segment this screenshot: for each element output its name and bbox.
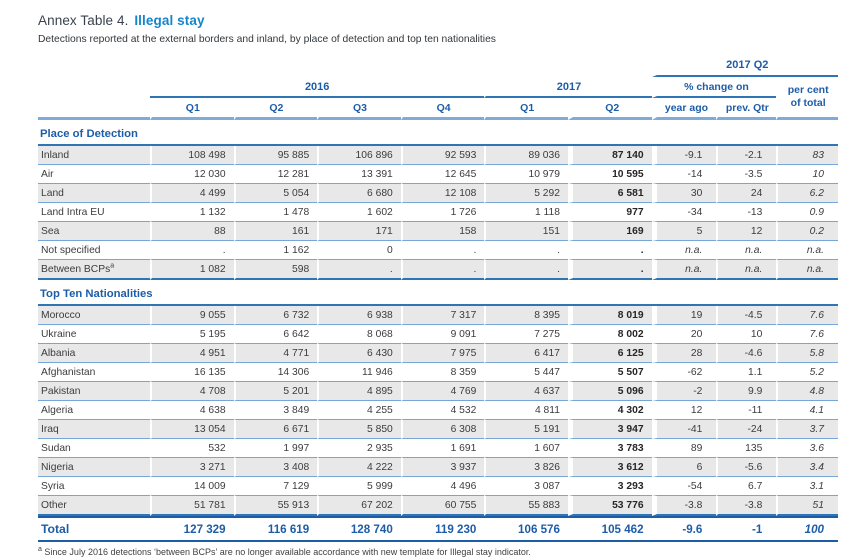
cell-value: -24 [716,420,776,439]
row-label: Nigeria [41,461,74,473]
cell-value: 151 [484,222,568,241]
cell-value: 55 913 [234,496,318,516]
table-title-highlight: Illegal stay [134,13,205,28]
cell-value: -4.6 [716,344,776,363]
cell-value: 108 498 [150,146,234,165]
total-label: Total [38,516,150,542]
cell-value: 3 826 [484,458,568,477]
row-label-cell [38,306,150,325]
cell-value: 1 607 [484,439,568,458]
cell-value: 3.7 [776,420,838,439]
cell-value: 87 140 [568,146,652,165]
header-group-pct-change: % change on [652,77,777,98]
cell-value: 10 979 [484,165,568,184]
row-label: Other [41,499,67,511]
row-label: Morocco [41,309,81,321]
header-year-ago: year ago [652,98,717,120]
cell-value: 3 408 [234,458,318,477]
total-value: 105 462 [568,516,652,542]
total-value: 100 [776,516,838,542]
table-row [38,477,838,496]
cell-value: 6 430 [317,344,401,363]
cell-value: 53 776 [568,496,652,516]
cell-value: 598 [234,260,318,280]
table-row [38,458,838,477]
cell-value: 6.7 [716,477,776,496]
row-label: Sea [41,225,60,237]
cell-value: . [317,260,401,280]
cell-value: 5 [652,222,717,241]
cell-value: 8 395 [484,306,568,325]
cell-value: 8 068 [317,325,401,344]
illegal-stay-table [38,55,838,542]
cell-value: 158 [401,222,485,241]
section-title: Place of Detection [38,120,838,146]
cell-value: 7.6 [776,325,838,344]
cell-value: 6 308 [401,420,485,439]
cell-value: 89 [652,439,717,458]
cell-value: -41 [652,420,717,439]
table-row [38,241,838,260]
cell-value: 4 222 [317,458,401,477]
cell-value: 8 019 [568,306,652,325]
total-value: 116 619 [234,516,318,542]
cell-value: . [484,241,568,260]
cell-value: 5.8 [776,344,838,363]
cell-value: 4 951 [150,344,234,363]
row-label: Between BCPs [41,263,111,275]
cell-value: 7 317 [401,306,485,325]
cell-value: 0.9 [776,203,838,222]
cell-value: 4 771 [234,344,318,363]
cell-value: n.a. [652,241,717,260]
header-q2-2017: Q2 [568,98,652,120]
cell-value: 60 755 [401,496,485,516]
cell-value: 5 999 [317,477,401,496]
cell-value: 3 783 [568,439,652,458]
table-row [38,146,838,165]
table-row [38,420,838,439]
row-label: Ukraine [41,328,77,340]
table-row [38,203,838,222]
row-label: Land [41,187,64,199]
header-q3-2016: Q3 [317,98,401,120]
cell-value: 4 769 [401,382,485,401]
page-subtitle: Detections reported at the external borders and inland, by place of detection and top ten nationalities [38,34,496,45]
page-title [38,13,838,28]
cell-value: 4.8 [776,382,838,401]
table-row [38,306,838,325]
row-label-cell [38,184,150,203]
header-group-2017-q2: 2017 Q2 [652,55,838,77]
cell-value: -9.1 [652,146,717,165]
section-header-row [38,120,838,146]
cell-value: 4 638 [150,401,234,420]
cell-value: 6 [652,458,717,477]
cell-value: 3 087 [484,477,568,496]
cell-value: 171 [317,222,401,241]
cell-value: 51 [776,496,838,516]
cell-value: 6 680 [317,184,401,203]
cell-value: 3.4 [776,458,838,477]
cell-value: 8 002 [568,325,652,344]
cell-value: -3.8 [652,496,717,516]
row-label-footnote-marker: a [110,262,115,270]
cell-value: 12 281 [234,165,318,184]
row-label: Pakistan [41,385,81,397]
header-group-2017: 2017 [484,77,651,98]
cell-value: 977 [568,203,652,222]
cell-value: 12 108 [401,184,485,203]
cell-value: 20 [652,325,717,344]
cell-value: -2.1 [716,146,776,165]
cell-value: 2 935 [317,439,401,458]
cell-value: 1 478 [234,203,318,222]
header-prev-qtr: prev. Qtr [716,98,776,120]
cell-value: 4 499 [150,184,234,203]
cell-value: 3 947 [568,420,652,439]
cell-value: 13 391 [317,165,401,184]
cell-value: -3.8 [716,496,776,516]
table-number: Annex Table 4. [38,13,129,28]
cell-value: 95 885 [234,146,318,165]
row-label: Sudan [41,442,71,454]
header-spacer [150,55,652,77]
cell-value: 6 732 [234,306,318,325]
cell-value: 88 [150,222,234,241]
cell-value: 169 [568,222,652,241]
cell-value: 1 082 [150,260,234,280]
cell-value: n.a. [652,260,717,280]
cell-value: 6 642 [234,325,318,344]
cell-value: 5 054 [234,184,318,203]
cell-value: 6 581 [568,184,652,203]
cell-value: n.a. [776,260,838,280]
cell-value: 9 091 [401,325,485,344]
cell-value: -54 [652,477,717,496]
cell-value: 1 132 [150,203,234,222]
cell-value: 5 195 [150,325,234,344]
cell-value: 30 [652,184,717,203]
table-row [38,165,838,184]
row-label: Land Intra EU [41,206,105,218]
cell-value: 12 [716,222,776,241]
cell-value: 7 975 [401,344,485,363]
cell-value: 1 162 [234,241,318,260]
cell-value: 532 [150,439,234,458]
row-label: Iraq [41,423,59,435]
cell-value: 1 726 [401,203,485,222]
cell-value: 9 055 [150,306,234,325]
cell-value: -2 [652,382,717,401]
cell-value: 67 202 [317,496,401,516]
row-label-cell [38,420,150,439]
cell-value: 16 135 [150,363,234,382]
cell-value: 11 946 [317,363,401,382]
cell-value: -62 [652,363,717,382]
cell-value: 4 811 [484,401,568,420]
row-label-cell [38,477,150,496]
cell-value: 4 532 [401,401,485,420]
cell-value: 9.9 [716,382,776,401]
cell-value: 3 937 [401,458,485,477]
table-row [38,325,838,344]
cell-value: 83 [776,146,838,165]
cell-value: 8 359 [401,363,485,382]
footnote-marker: a [38,546,42,553]
footnote [38,546,838,557]
table-row [38,363,838,382]
cell-value: -11 [716,401,776,420]
cell-value: 3 293 [568,477,652,496]
cell-value: 89 036 [484,146,568,165]
cell-value: 3.6 [776,439,838,458]
total-row [38,516,838,542]
label-column-spacer [38,55,150,120]
cell-value: 5.2 [776,363,838,382]
cell-value: 3.1 [776,477,838,496]
cell-value: 1 602 [317,203,401,222]
cell-value: 19 [652,306,717,325]
cell-value: 14 009 [150,477,234,496]
row-label-cell [38,458,150,477]
cell-value: . [401,260,485,280]
row-label-cell [38,363,150,382]
row-label-cell [38,222,150,241]
cell-value: 5 096 [568,382,652,401]
cell-value: . [150,241,234,260]
cell-value: 12 030 [150,165,234,184]
table-row [38,222,838,241]
cell-value: . [568,241,652,260]
cell-value: 1 691 [401,439,485,458]
cell-value: 6.2 [776,184,838,203]
header-q2-2016: Q2 [234,98,318,120]
row-label: Air [41,168,54,180]
cell-value: 4 895 [317,382,401,401]
cell-value: 5 191 [484,420,568,439]
cell-value: . [484,260,568,280]
table-row [38,382,838,401]
cell-value: 10 [716,325,776,344]
cell-value: 10 [776,165,838,184]
cell-value: 51 781 [150,496,234,516]
cell-value: 55 883 [484,496,568,516]
cell-value: -4.5 [716,306,776,325]
row-label-cell [38,382,150,401]
header-q1-2017: Q1 [484,98,568,120]
cell-value: -13 [716,203,776,222]
row-label-cell [38,260,150,280]
header-group-2016: 2016 [150,77,484,98]
cell-value: 13 054 [150,420,234,439]
cell-value: 1 118 [484,203,568,222]
table-row [38,496,838,516]
cell-value: 4 637 [484,382,568,401]
row-label: Syria [41,480,65,492]
cell-value: 3 849 [234,401,318,420]
header-percent-of-total: per cent of total [776,77,838,120]
cell-value: -5.6 [716,458,776,477]
row-label-cell [38,325,150,344]
total-value: 106 576 [484,516,568,542]
cell-value: 135 [716,439,776,458]
row-label-cell [38,146,150,165]
table-row [38,401,838,420]
row-label: Afghanistan [41,366,96,378]
total-value: 119 230 [401,516,485,542]
cell-value: 6 671 [234,420,318,439]
cell-value: 14 306 [234,363,318,382]
cell-value: 3 271 [150,458,234,477]
cell-value: -34 [652,203,717,222]
header-q1-2016: Q1 [150,98,234,120]
cell-value: n.a. [716,260,776,280]
cell-value: . [401,241,485,260]
cell-value: 28 [652,344,717,363]
cell-value: 6 938 [317,306,401,325]
table-row [38,260,838,280]
cell-value: 4 496 [401,477,485,496]
row-label-cell [38,401,150,420]
cell-value: 5 292 [484,184,568,203]
cell-value: 7 275 [484,325,568,344]
header-q4-2016: Q4 [401,98,485,120]
row-label-cell [38,241,150,260]
section-title: Top Ten Nationalities [38,280,838,306]
cell-value: 4 708 [150,382,234,401]
cell-value: 7.6 [776,306,838,325]
cell-value: 4 302 [568,401,652,420]
cell-value: 92 593 [401,146,485,165]
table-row [38,184,838,203]
cell-value: 24 [716,184,776,203]
cell-value: 6 417 [484,344,568,363]
total-value: 127 329 [150,516,234,542]
cell-value: 12 [652,401,717,420]
cell-value: . [568,260,652,280]
cell-value: 5 507 [568,363,652,382]
cell-value: 1.1 [716,363,776,382]
footnote-text: Since July 2016 detections ‘between BCPs’ are no longer available accordance with new template for Illegal stay indicator. [44,547,531,557]
cell-value: 6 125 [568,344,652,363]
row-label-cell [38,439,150,458]
cell-value: 4.1 [776,401,838,420]
cell-value: n.a. [716,241,776,260]
cell-value: 5 850 [317,420,401,439]
cell-value: -14 [652,165,717,184]
row-label-cell [38,496,150,516]
cell-value: 7 129 [234,477,318,496]
cell-value: 12 645 [401,165,485,184]
cell-value: 3 612 [568,458,652,477]
cell-value: 1 997 [234,439,318,458]
cell-value: 161 [234,222,318,241]
table-row [38,439,838,458]
total-value: -9.6 [652,516,717,542]
row-label-cell [38,203,150,222]
cell-value: 0 [317,241,401,260]
total-value: -1 [716,516,776,542]
cell-value: 4 255 [317,401,401,420]
section-header-row [38,280,838,306]
row-label: Not specified [41,244,101,256]
cell-value: n.a. [776,241,838,260]
cell-value: 5 201 [234,382,318,401]
row-label-cell [38,344,150,363]
table-row [38,344,838,363]
cell-value: 5 447 [484,363,568,382]
row-label-cell [38,165,150,184]
total-value: 128 740 [317,516,401,542]
cell-value: 106 896 [317,146,401,165]
row-label: Albania [41,347,76,359]
cell-value: -3.5 [716,165,776,184]
row-label: Inland [41,149,70,161]
cell-value: 10 595 [568,165,652,184]
row-label: Algeria [41,404,74,416]
cell-value: 0.2 [776,222,838,241]
